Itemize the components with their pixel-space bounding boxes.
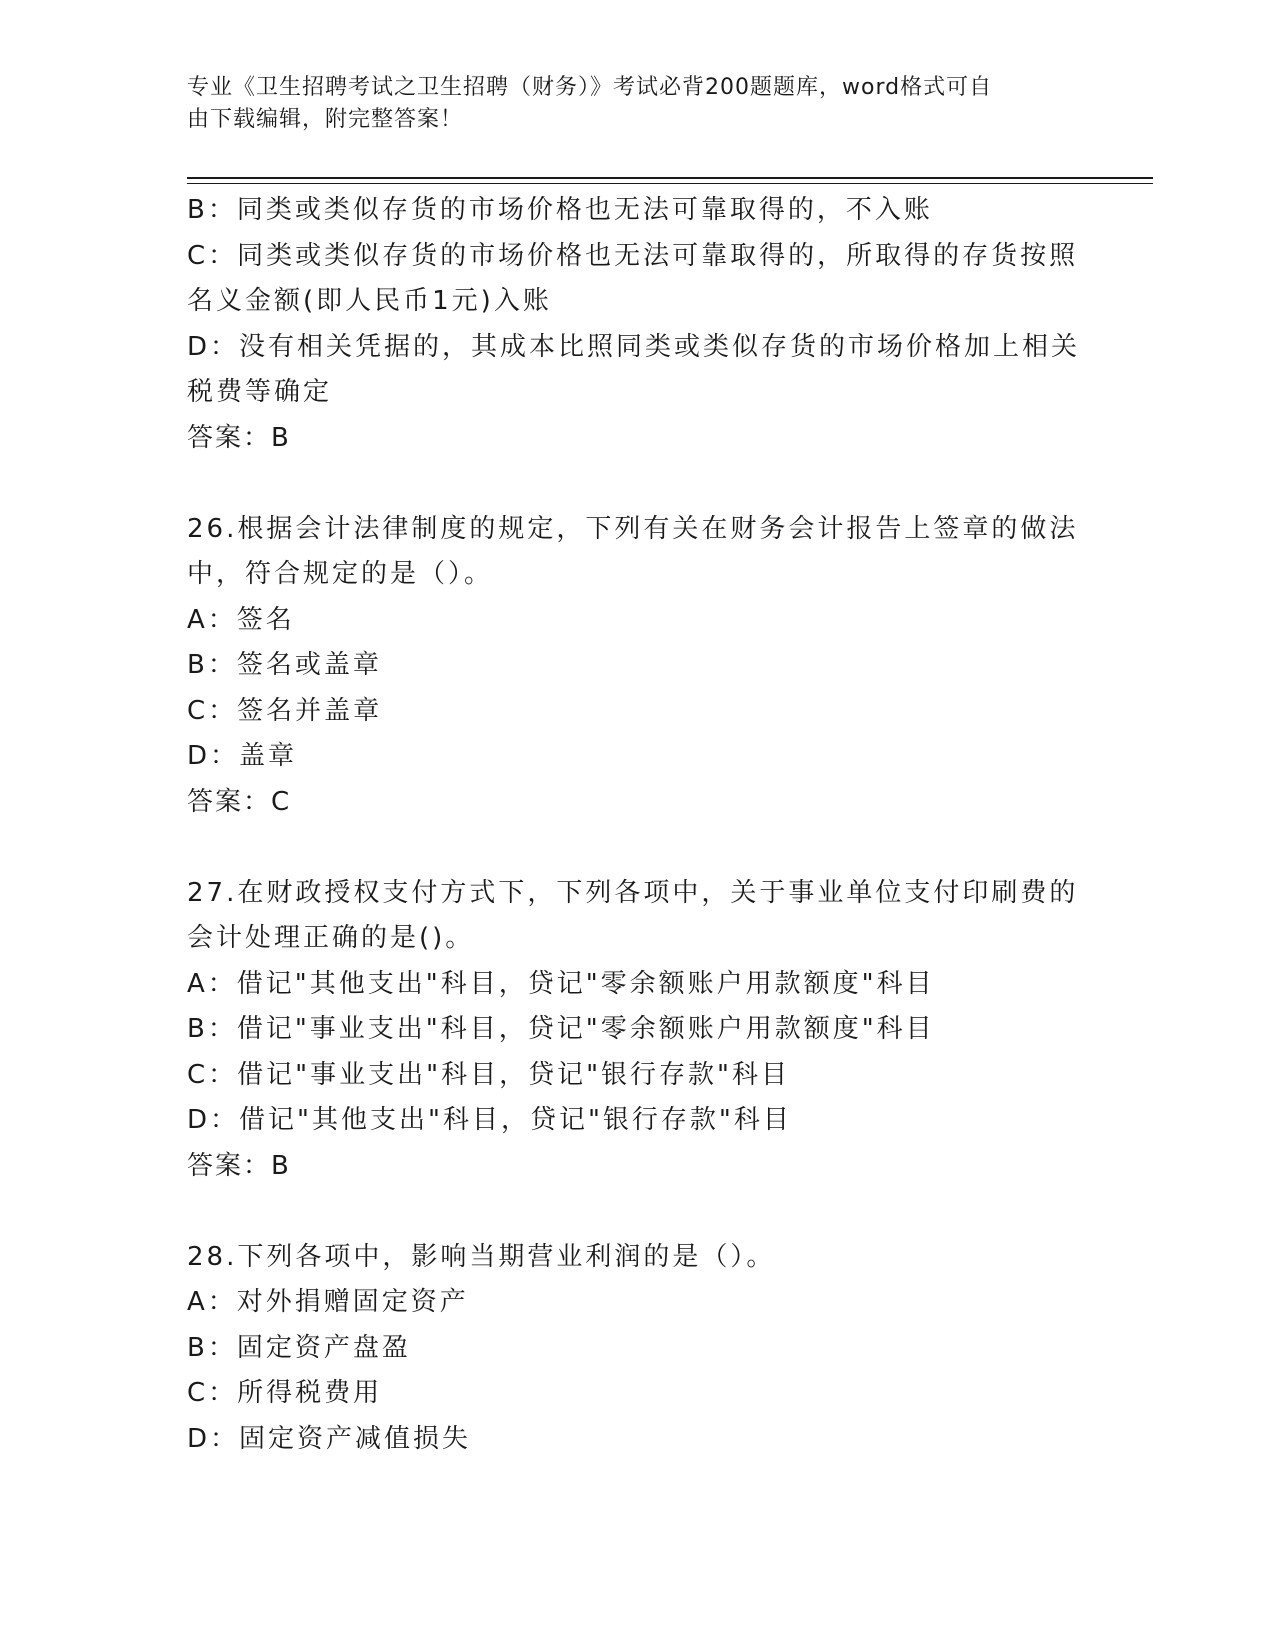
option-d: D：盖章 <box>187 741 298 771</box>
option-c: C：签名并盖章 <box>187 695 383 726</box>
question-27 <box>187 871 1087 1190</box>
option-c-line-1: C：同类或类似存货的市场价格也无法可靠取得的，所取得的存货按照 <box>187 240 1079 271</box>
header-rule-thin <box>187 183 1153 184</box>
option-a: A：对外捐赠固定资产 <box>187 1287 469 1317</box>
option-b: B：签名或盖章 <box>187 650 382 680</box>
option-d-line-1: D：没有相关凭据的，其成本比照同类或类似存货的市场价格加上相关 <box>187 331 1081 362</box>
option-a: A：签名 <box>187 604 295 635</box>
question-stem-line-1: 28.下列各项中，影响当期营业利润的是（）。 <box>187 1241 776 1272</box>
option-a: A：借记"其他支出"科目，贷记"零余额账户用款额度"科目 <box>187 968 935 999</box>
option-b: B：同类或类似存货的市场价格也无法可靠取得的，不入账 <box>187 195 933 225</box>
spacer <box>187 461 1087 507</box>
header-line-1: 专业《卫生招聘考试之卫生招聘（财务）》考试必背200题题库，word格式可自 <box>187 75 993 100</box>
option-d-line-2: 税费等确定 <box>187 377 333 407</box>
option-c-line-2: 名义金额(即人民币1元)入账 <box>187 286 552 316</box>
option-c: C：所得税费用 <box>187 1378 383 1408</box>
question-list <box>187 188 1087 1462</box>
question-stem-line-2: 会计处理正确的是()。 <box>187 923 475 953</box>
answer: 答案：C <box>187 786 292 817</box>
spacer <box>187 825 1087 871</box>
header-line-2: 由下载编辑，附完整答案！ <box>187 107 464 132</box>
spacer <box>187 1189 1087 1235</box>
question-stem-line-1: 27.在财政授权支付方式下，下列各项中，关于事业单位支付印刷费的 <box>187 877 1079 908</box>
option-b: B：借记"事业支出"科目，贷记"零余额账户用款额度"科目 <box>187 1014 935 1044</box>
answer: 答案：B <box>187 422 291 453</box>
question-stem-line-2: 中，符合规定的是（）。 <box>187 559 494 589</box>
header-rule-thick <box>187 177 1153 179</box>
option-d: D：固定资产减值损失 <box>187 1423 472 1454</box>
answer: 答案：B <box>187 1150 291 1181</box>
option-d: D：借记"其他支出"科目，贷记"银行存款"科目 <box>187 1105 792 1135</box>
question-stem-line-1: 26.根据会计法律制度的规定，下列有关在财务会计报告上签章的做法 <box>187 513 1079 544</box>
document-header <box>187 72 1067 136</box>
question-25-tail <box>187 188 1087 461</box>
question-26 <box>187 507 1087 826</box>
question-28 <box>187 1235 1087 1463</box>
option-b: B：固定资产盘盈 <box>187 1332 411 1363</box>
option-c: C：借记"事业支出"科目，贷记"银行存款"科目 <box>187 1059 790 1090</box>
